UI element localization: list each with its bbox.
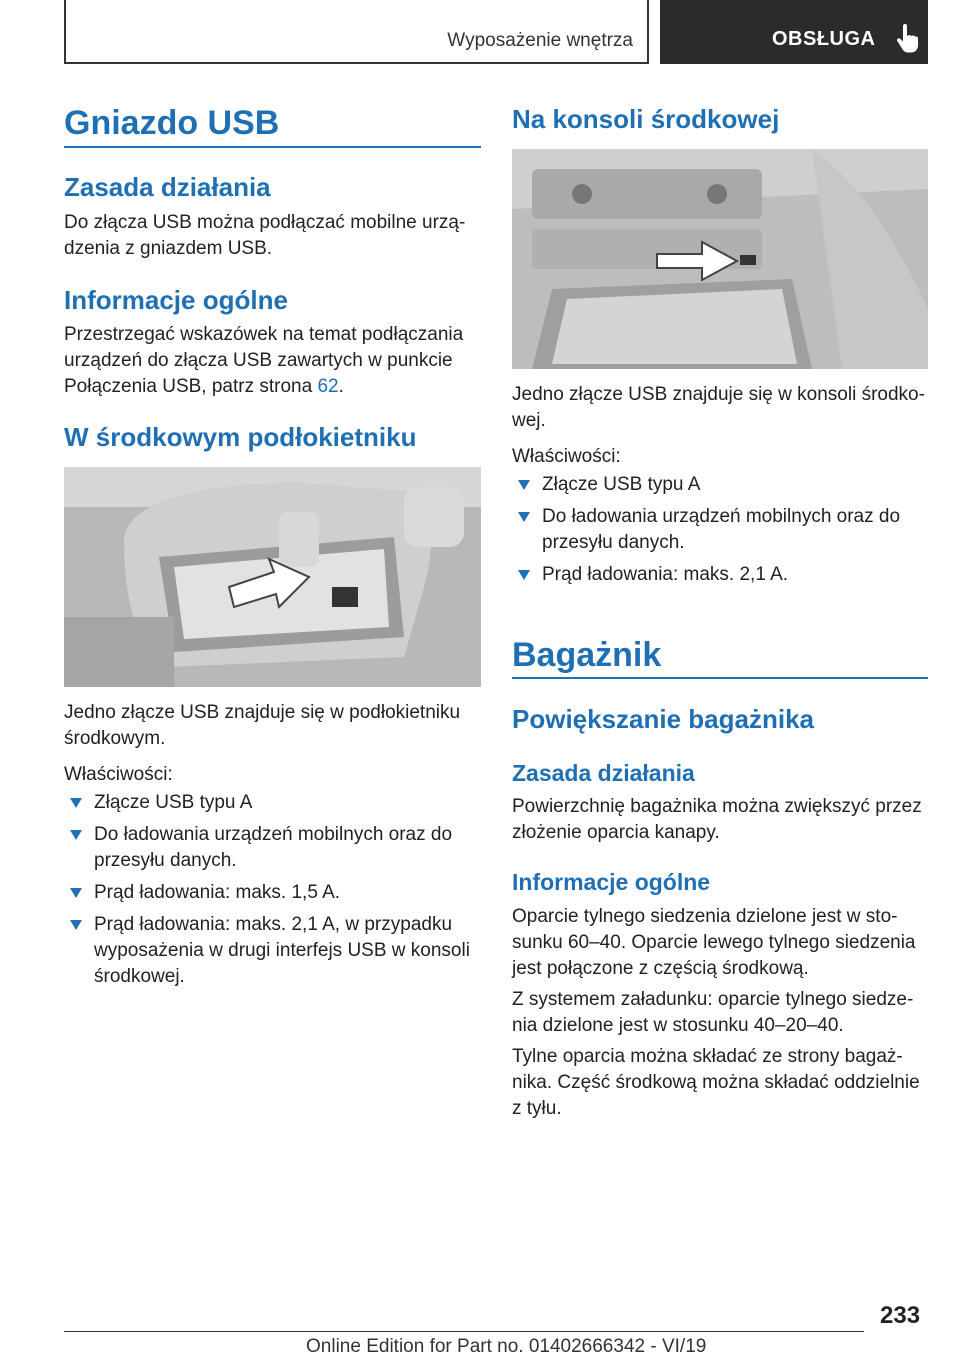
footer-rule [64, 1331, 864, 1332]
page-link[interactable]: 62 [317, 376, 339, 397]
text-line: złożenie oparcia kanapy. [512, 822, 720, 843]
text-line: sunku 60–40. Oparcie lewego tylnego siedzenia [512, 932, 916, 953]
triangle-bullet-icon [70, 920, 82, 930]
list-item-text: przesyłu danych. [94, 850, 237, 871]
heading-general: Informacje ogólne [64, 285, 288, 315]
section-title-usb: Gniazdo USB [64, 104, 280, 142]
triangle-bullet-icon [70, 798, 82, 808]
text-line [64, 374, 344, 400]
text-line: Przestrzegać wskazówek na temat podłączania [64, 324, 464, 345]
text-line: wej. [512, 410, 546, 431]
subheading-general: Informacje ogólne [512, 869, 711, 895]
text-line: Jedno złącze USB znajduje się w podłokietniku [64, 702, 461, 723]
list-item-text: Prąd ładowania: maks. 2,1 A, w przypadku [94, 914, 453, 935]
text-line: Oparcie tylnego siedzenia dzielone jest w sto‐ [512, 906, 898, 927]
list-item [512, 504, 928, 556]
triangle-bullet-icon [518, 512, 530, 522]
title-rule [512, 677, 928, 679]
text-line: nia dzielone jest w stosunku 40–20–40. [512, 1015, 844, 1036]
list-item-text: Do ładowania urządzeń mobilnych oraz do [94, 824, 453, 845]
properties-label: Właściwości: [64, 764, 173, 785]
text-line: Z systemem załadunku: oparcie tylnego siedze‐ [512, 989, 914, 1010]
list-item [512, 472, 928, 498]
list-item-text: Prąd ładowania: maks. 1,5 A. [94, 882, 341, 903]
title-rule [64, 146, 481, 148]
triangle-bullet-icon [518, 480, 530, 490]
text-line: nika. Część środkową można składać oddzielnie [512, 1072, 920, 1093]
text-line: Powierzchnię bagażnika można zwiększyć przez [512, 796, 922, 817]
heading-console: Na konsoli środkowej [512, 104, 780, 134]
text-line: środkowym. [64, 728, 166, 749]
text-segment: Połączenia USB, patrz strona [64, 376, 318, 397]
hand-pointer-icon [896, 24, 918, 59]
list-item-text: przesyłu danych. [542, 532, 685, 553]
list-item [64, 912, 481, 990]
list-item-text: Złącze USB typu A [542, 474, 701, 495]
header-chapter-tab[interactable] [660, 0, 928, 64]
subheading-principle: Zasada działania [512, 760, 695, 786]
header-chapter-label: OBSŁUGA [772, 28, 876, 50]
list-item-text: Złącze USB typu A [94, 792, 253, 813]
list-item [64, 880, 481, 906]
header-section-title: Wyposażenie wnętrza [447, 30, 633, 51]
list-item [64, 822, 481, 874]
text-line: Tylne oparcia można składać ze strony bagaż‐ [512, 1046, 903, 1067]
triangle-bullet-icon [518, 570, 530, 580]
properties-list [512, 472, 928, 594]
heading-armrest: W środkowym podłokietniku [64, 422, 417, 452]
text-line: dzenia z gniazdem USB. [64, 238, 273, 259]
list-item [512, 562, 928, 588]
list-item [64, 790, 481, 816]
triangle-bullet-icon [70, 830, 82, 840]
section-title-trunk: Bagażnik [512, 636, 662, 674]
page-number: 233 [880, 1302, 921, 1329]
armrest-usb-illustration [64, 467, 481, 687]
properties-label: Właściwości: [512, 446, 621, 467]
list-item-text: Do ładowania urządzeń mobilnych oraz do [542, 506, 901, 527]
list-item-text: wyposażenia w drugi interfejs USB w konsoli [94, 940, 470, 961]
properties-list [64, 790, 481, 996]
text-line: Do złącza USB można podłączać mobilne urzą‐ [64, 212, 466, 233]
heading-principle: Zasada działania [64, 172, 271, 202]
triangle-bullet-icon [70, 888, 82, 898]
footer-edition: Online Edition for Part no. 01402666342 - VI/19 [306, 1336, 707, 1357]
list-item-text: środkowej. [94, 966, 185, 987]
text-line: jest połączone z częścią środkową. [512, 958, 809, 979]
text-segment: . [338, 376, 344, 397]
text-line: urządzeń do złącza USB zawartych w punkcie [64, 350, 453, 371]
list-item-text: Prąd ładowania: maks. 2,1 A. [542, 564, 789, 585]
header-section-box [64, 0, 649, 64]
text-line: z tyłu. [512, 1098, 562, 1119]
heading-enlarge: Powiększanie bagażnika [512, 704, 815, 734]
text-line: Jedno złącze USB znajduje się w konsoli środko‐ [512, 384, 925, 405]
console-usb-illustration [512, 149, 928, 369]
